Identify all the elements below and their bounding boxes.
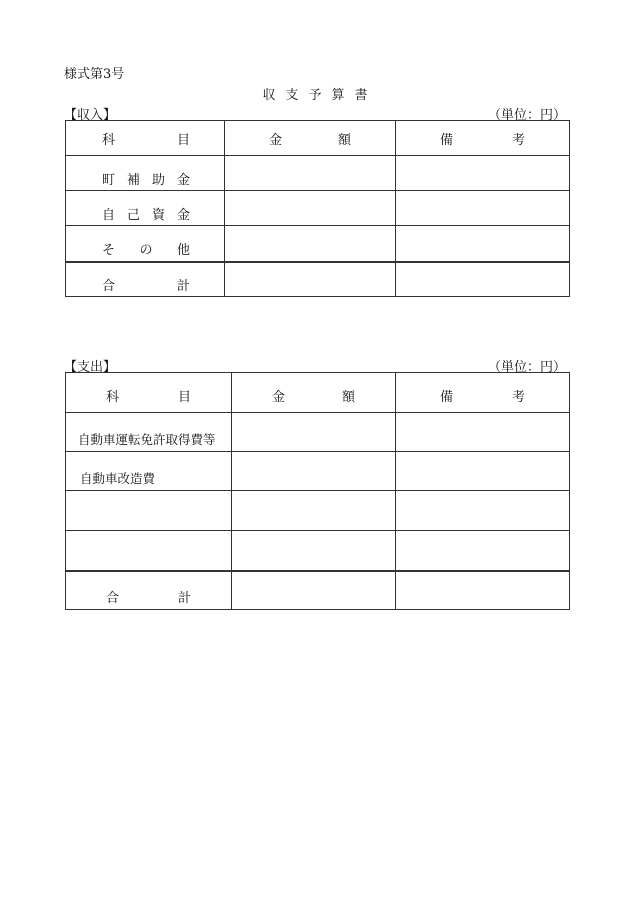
header-remarks-char: 考 [511, 132, 525, 148]
income-row-town-subsidy [66, 156, 570, 191]
header-item-char: 目 [177, 390, 191, 405]
item-cell [66, 191, 225, 226]
header-remarks-cell [396, 373, 570, 413]
total-remarks-cell[interactable] [396, 262, 570, 297]
amount-cell[interactable] [225, 226, 396, 262]
remarks-cell[interactable] [396, 226, 570, 262]
total-remarks-cell[interactable] [396, 571, 570, 610]
amount-cell[interactable] [232, 452, 396, 491]
header-remarks-char: 考 [511, 390, 525, 405]
total-amount-cell[interactable] [225, 262, 396, 297]
income-row-own-funds [66, 191, 570, 226]
item-cell [66, 226, 225, 262]
item-label: 自動車運転免許取得費等 [78, 432, 216, 447]
header-amount-char: 額 [337, 132, 351, 148]
header-amount-cell [232, 373, 396, 413]
total-char: 計 [176, 278, 190, 294]
header-amount-char: 金 [269, 132, 283, 148]
total-char: 合 [102, 278, 116, 294]
item-cell [66, 156, 225, 191]
income-header-row [66, 121, 570, 156]
header-item-char: 科 [102, 132, 116, 148]
remarks-cell[interactable] [396, 413, 570, 452]
item-char: の [139, 242, 153, 258]
expense-header-row [66, 373, 570, 413]
header-remarks-cell [396, 121, 570, 156]
form-number: 様式第3号 [64, 67, 125, 82]
remarks-cell[interactable] [396, 491, 570, 531]
remarks-cell[interactable] [396, 531, 570, 571]
amount-cell[interactable] [232, 531, 396, 571]
header-remarks-char: 備 [440, 132, 454, 148]
remarks-cell[interactable] [396, 156, 570, 191]
expense-table [65, 372, 570, 610]
item-cell [66, 452, 232, 491]
header-item-cell [66, 373, 232, 413]
header-item-cell [66, 121, 225, 156]
total-label-cell [66, 571, 232, 610]
income-unit-label: （単位：円） [488, 108, 567, 123]
amount-cell[interactable] [225, 156, 396, 191]
expense-total-row [66, 571, 570, 610]
expense-row-license-cost [66, 413, 570, 452]
amount-cell[interactable] [232, 413, 396, 452]
expense-row-modification-cost [66, 452, 570, 491]
item-cell [66, 413, 232, 452]
remarks-cell[interactable] [396, 452, 570, 491]
total-char: 計 [177, 590, 191, 606]
item-label: 町補助金 [102, 172, 203, 188]
expense-row-blank [66, 531, 570, 571]
amount-cell[interactable] [225, 191, 396, 226]
income-row-other [66, 226, 570, 262]
expense-section-label: 【支出】 [64, 360, 117, 375]
header-amount-char: 額 [341, 390, 355, 405]
total-label-cell [66, 262, 225, 297]
item-char: 他 [176, 242, 190, 258]
expense-unit-label: （単位：円） [488, 360, 567, 375]
item-cell[interactable] [66, 531, 232, 571]
header-item-char: 科 [106, 390, 120, 405]
income-total-row [66, 262, 570, 297]
item-label: 自己資金 [102, 207, 203, 223]
expense-row-blank [66, 491, 570, 531]
header-remarks-char: 備 [440, 390, 454, 405]
header-item-char: 目 [176, 132, 190, 148]
item-char: そ [102, 242, 116, 258]
item-cell[interactable] [66, 491, 232, 531]
header-amount-char: 金 [272, 390, 286, 405]
amount-cell[interactable] [232, 491, 396, 531]
remarks-cell[interactable] [396, 191, 570, 226]
income-section-label: 【収入】 [64, 108, 117, 123]
income-table [65, 120, 570, 297]
item-label: 自動車改造費 [80, 471, 156, 486]
total-amount-cell[interactable] [232, 571, 396, 610]
total-char: 合 [106, 590, 120, 606]
document-title: 収支予算書 [262, 88, 378, 103]
header-amount-cell [225, 121, 396, 156]
